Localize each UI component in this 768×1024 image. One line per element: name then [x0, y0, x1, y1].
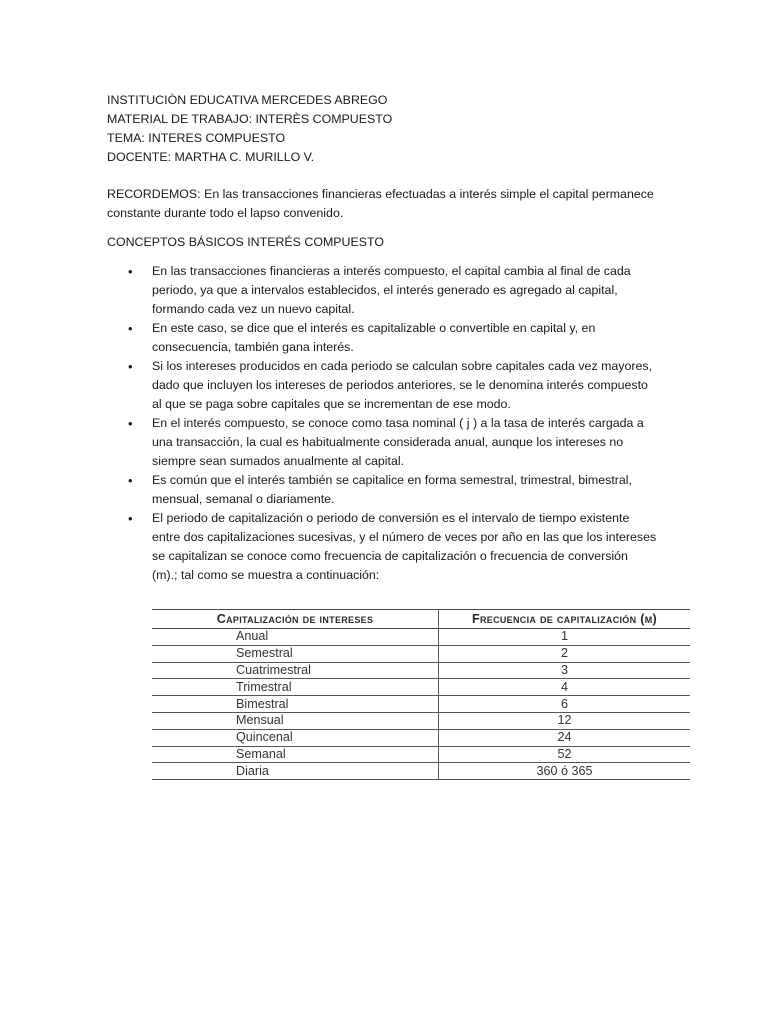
bullet-line: periodo, ya que a intervalos establecidos, el interés generado es agregado al capital, — [152, 283, 618, 297]
period-cell: Trimestral — [152, 679, 439, 696]
bullet-line: (m).; tal como se muestra a continuación: — [152, 568, 380, 582]
period-cell: Cuatrimestral — [152, 662, 439, 679]
bullet-line: siempre sean sumados anualmente al capital. — [152, 454, 405, 468]
bullet-line: formando cada vez un nuevo capital. — [152, 302, 355, 316]
teacher-line: DOCENTE: MARTHA C. MURILLO V. — [107, 150, 315, 164]
frequency-cell: 12 — [439, 712, 691, 729]
column-header-frequency: Frecuencia de capitalización (m) — [439, 610, 691, 629]
bullet-line: En este caso, se dice que el interés es capitalizable o convertible en capital y, en — [152, 321, 596, 335]
period-cell: Semanal — [152, 746, 439, 763]
bullet-item — [107, 471, 667, 509]
bullet-line: al que se paga sobre capitales que se incrementan de ese modo. — [152, 397, 511, 411]
table-row — [152, 629, 690, 646]
table-row — [152, 679, 690, 696]
frequency-cell: 360 ó 365 — [439, 763, 691, 780]
bullet-line: se capitalizan se conoce como frecuencia de capitalización o frecuencia de conversión — [152, 549, 628, 563]
bullet-line: Si los intereses producidos en cada periodo se calculan sobre capitales cada vez mayores, — [152, 359, 653, 373]
bullet-item — [107, 319, 667, 357]
bullet-line: dado que incluyen los intereses de periodos anteriores, se le denomina interés compuesto — [152, 378, 648, 392]
bullet-line: mensual, semanal o diariamente. — [152, 492, 335, 506]
period-cell: Bimestral — [152, 696, 439, 713]
bullet-line: El periodo de capitalización o periodo de conversión es el intervalo de tiempo existente — [152, 511, 630, 525]
bullet-line: una transacción, la cual es habitualmente considerada anual, aunque los intereses no — [152, 435, 624, 449]
capitalization-table-wrap — [152, 609, 690, 780]
bullet-line: En las transacciones financieras a interés compuesto, el capital cambia al final de cada — [152, 264, 631, 278]
concepts-bullet-list — [107, 262, 667, 585]
bullet-dot-icon: • — [128, 473, 133, 488]
table-row — [152, 746, 690, 763]
frequency-cell: 24 — [439, 729, 691, 746]
frequency-cell: 6 — [439, 696, 691, 713]
table-row — [152, 712, 690, 729]
bullet-dot-icon: • — [128, 321, 133, 336]
table-row — [152, 729, 690, 746]
period-cell: Anual — [152, 629, 439, 646]
bullet-item — [107, 357, 667, 414]
document-header — [107, 91, 667, 167]
frequency-cell: 2 — [439, 645, 691, 662]
bullet-line: entre dos capitalizaciones sucesivas, y el número de veces por año en las que los intereses — [152, 530, 657, 544]
bullet-item — [107, 509, 667, 585]
capitalization-table — [152, 609, 690, 780]
table-body — [152, 629, 690, 780]
material-line: MATERIAL DE TRABAJO: INTERÈS COMPUESTO — [107, 112, 393, 126]
table-row — [152, 696, 690, 713]
period-cell: Mensual — [152, 712, 439, 729]
bullet-line: Es común que el interés también se capitalice en forma semestral, trimestral, bimestral, — [152, 473, 632, 487]
intro-paragraph — [107, 185, 667, 223]
period-cell: Semestral — [152, 645, 439, 662]
table-row — [152, 763, 690, 780]
institution-line: INSTITUCIÒN EDUCATIVA MERCEDES ABREGO — [107, 93, 388, 107]
bullet-dot-icon: • — [128, 264, 133, 279]
period-cell: Quincenal — [152, 729, 439, 746]
bullet-dot-icon: • — [128, 416, 133, 431]
frequency-cell: 1 — [439, 629, 691, 646]
topic-line: TEMA: INTERES COMPUESTO — [107, 131, 286, 145]
intro-line-1: RECORDEMOS: En las transacciones financieras efectuadas a interés simple el capital permanece — [107, 187, 654, 201]
frequency-cell: 4 — [439, 679, 691, 696]
section-title: CONCEPTOS BÁSICOS INTERÉS COMPUESTO — [107, 235, 385, 249]
bullet-dot-icon: • — [128, 359, 133, 374]
bullet-line: consecuencia, también gana interés. — [152, 340, 354, 354]
bullet-item — [107, 414, 667, 471]
frequency-cell: 3 — [439, 662, 691, 679]
table-row — [152, 662, 690, 679]
bullet-line: En el interés compuesto, se conoce como tasa nominal ( j ) a la tasa de interés cargada a — [152, 416, 644, 430]
intro-line-2: constante durante todo el lapso convenido. — [107, 206, 344, 220]
bullet-dot-icon: • — [128, 511, 133, 526]
frequency-cell: 52 — [439, 746, 691, 763]
table-row — [152, 645, 690, 662]
table-header-row — [152, 610, 690, 629]
bullet-item — [107, 262, 667, 319]
period-cell: Diaria — [152, 763, 439, 780]
column-header-capitalization: Capitalización de intereses — [152, 610, 439, 629]
